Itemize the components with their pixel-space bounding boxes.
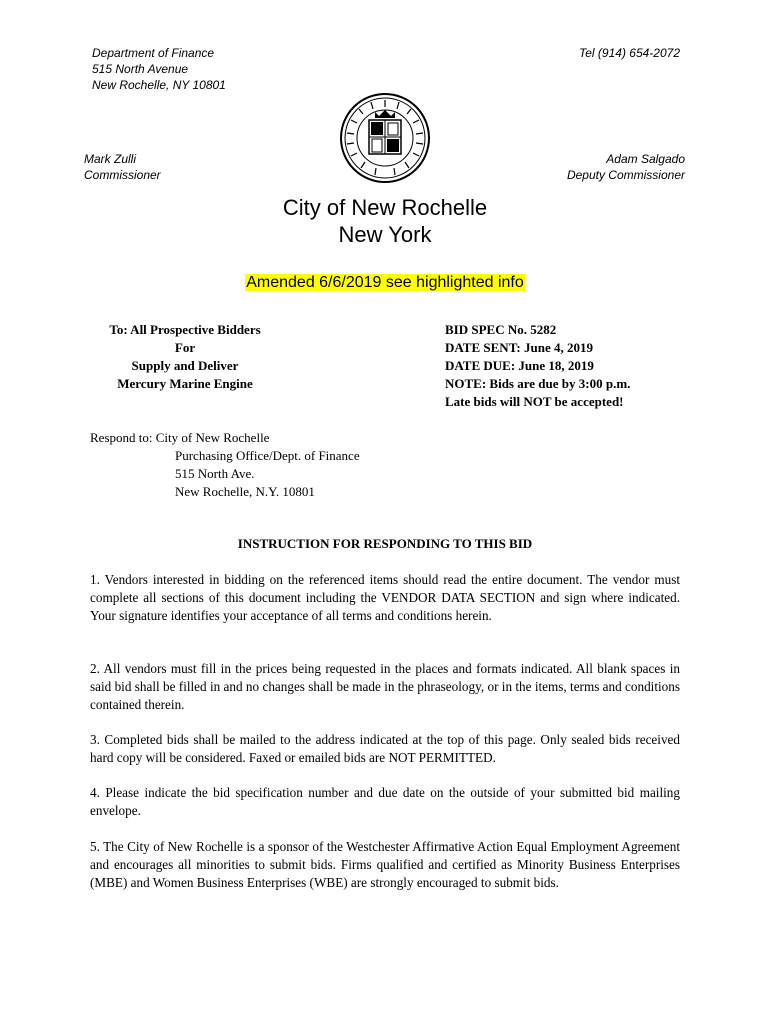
- title-line-1: City of New Rochelle: [282, 195, 488, 220]
- dept-line: Department of Finance: [92, 46, 215, 60]
- due-time-note: NOTE: Bids are due by 3:00 p.m.: [445, 376, 631, 391]
- amended-notice: Amended 6/6/2019 see highlighted info: [246, 274, 524, 291]
- department-address: [92, 45, 226, 93]
- city-seal-icon: [339, 92, 431, 184]
- to-line: To: All Prospective Bidders: [109, 322, 261, 337]
- respond-to-label: Respond to: City of New Rochelle: [90, 430, 270, 445]
- instruction-paragraph-1: 1. Vendors interested in bidding on the referenced items should read the entire document. The vendor must complete all sections of this document including the VENDOR DATA SECTION and sign where indicated. Your signature identifies your acceptance of all terms and conditions herein.: [90, 572, 680, 623]
- instruction-paragraph-2: 2. All vendors must fill in the prices being requested in the places and formats indicated. All blank spaces in said bid shall be filled in and no changes shall be made in the phraseology, or in the items, terms and conditions contained therein.: [90, 661, 680, 712]
- deputy-commissioner-block: [567, 151, 685, 183]
- bid-spec-block: [445, 321, 630, 411]
- commissioner-block: [84, 151, 161, 183]
- date-due: DATE DUE: June 18, 2019: [445, 358, 594, 373]
- instructions-heading: INSTRUCTION FOR RESPONDING TO THIS BID: [237, 536, 533, 551]
- commissioner-name: Mark Zulli: [84, 152, 137, 166]
- respond-to-block: [90, 429, 360, 501]
- bid-spec-number: BID SPEC No. 5282: [445, 322, 557, 337]
- respond-address-line: Purchasing Office/Dept. of Finance: [175, 448, 360, 463]
- dept-line: 515 North Avenue: [92, 62, 189, 76]
- to-block: [85, 321, 285, 393]
- deputy-commissioner-name: Adam Salgado: [606, 152, 685, 166]
- to-line: Supply and Deliver: [131, 358, 239, 373]
- respond-address-line: New Rochelle, N.Y. 10801: [175, 484, 315, 499]
- to-line: Mercury Marine Engine: [117, 376, 253, 391]
- respond-address-line: 515 North Ave.: [175, 466, 255, 481]
- dept-line: New Rochelle, NY 10801: [92, 78, 226, 92]
- instruction-paragraph-5: 5. The City of New Rochelle is a sponsor of the Westchester Affirmative Action Equal Employment Agreement and encourages all minorities to submit bids. Firms qualified and certified as Minority Business Enterprises (MBE) and Women Business Enterprises (WBE) are strongly encouraged to submit bids.: [90, 839, 680, 890]
- deputy-commissioner-title: Deputy Commissioner: [566, 168, 685, 182]
- title-line-2: New York: [338, 222, 432, 247]
- date-sent: DATE SENT: June 4, 2019: [445, 340, 593, 355]
- instruction-paragraph-3: 3. Completed bids shall be mailed to the address indicated at the top of this page. Only sealed bids received hard copy will be considered. Faxed or emailed bids are NOT PERMITTED.: [90, 732, 680, 765]
- instruction-paragraph-4: 4. Please indicate the bid specification number and due date on the outside of your submitted bid mailing envelope.: [90, 785, 680, 818]
- page-title: [0, 194, 770, 248]
- amended-notice-row: [0, 273, 770, 293]
- commissioner-title: Commissioner: [84, 168, 161, 182]
- to-line: For: [174, 340, 196, 355]
- telephone: Tel (914) 654-2072: [579, 46, 680, 60]
- late-bids-note: Late bids will NOT be accepted!: [445, 394, 624, 409]
